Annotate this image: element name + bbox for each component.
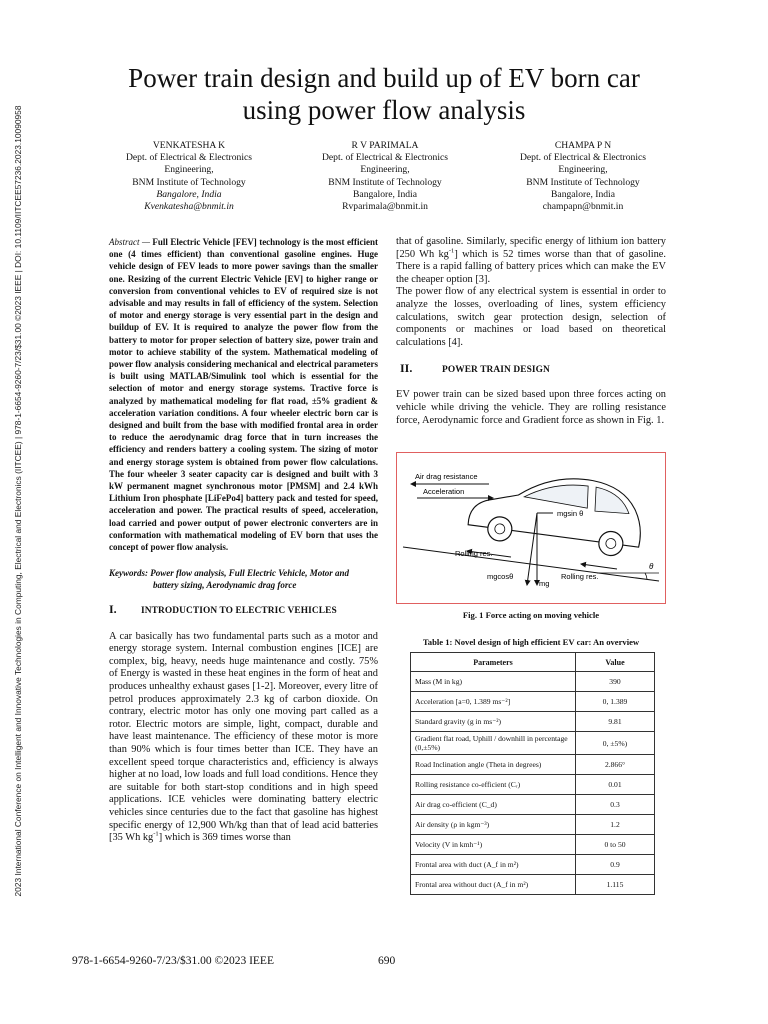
author-institute: BNM Institute of Technology bbox=[132, 176, 246, 188]
value-cell: 1.2 bbox=[576, 815, 655, 835]
value-cell: 0, ±5%) bbox=[576, 732, 655, 755]
mgcos-label: mgcosθ bbox=[487, 572, 514, 581]
right-column bbox=[396, 236, 666, 427]
param-cell: Frontal area without duct (A_f in m²) bbox=[411, 875, 576, 895]
force-diagram bbox=[397, 453, 665, 603]
author-city: Bangalore, India bbox=[551, 188, 615, 200]
param-cell: Air drag co-efficient (C_d) bbox=[411, 795, 576, 815]
table-row bbox=[411, 755, 655, 775]
air-drag-label: Air drag resistance bbox=[415, 472, 478, 481]
param-cell: Road Inclination angle (Theta in degrees) bbox=[411, 755, 576, 775]
figure-caption: Fig. 1 Force acting on moving vehicle bbox=[462, 610, 600, 620]
table-row bbox=[411, 875, 655, 895]
incline-angle-arc bbox=[645, 573, 647, 579]
param-cell: Rolling resistance co-efficient (Cᵣ) bbox=[411, 775, 576, 795]
value-cell: 0.9 bbox=[576, 855, 655, 875]
mg-label: mg bbox=[539, 579, 550, 588]
power-flow-paragraph: The power flow of any electrical system is essential in order to analyze the losses, overloading of lines, system efficiency calculations, switch gear protection design, selection of components or machines or load based on theoretical calculations [4]. bbox=[396, 286, 666, 348]
page-number: 690 bbox=[378, 955, 396, 967]
param-cell: Velocity (V in kmh⁻¹) bbox=[411, 835, 576, 855]
conference-banner: 2023 International Conference on Intelligent and Innovative Technologies in Computing, Electrical and Electronics (IITCEE) | 978-1-6654-9260-7/23/$31.00 ©2023 IEEE | DOI: 10.1109/IITCEE57236.2023.10090958 bbox=[13, 105, 23, 897]
abstract-text: Full Electric Vehicle [FEV] technology is the most efficient one (4 times efficient) than conventional gasoline engines. Huge vehicle design of FEV leads to more power savings than the smaller one. Resizing of the current Electric Vehicle [EV] to higher range or conversion from conventional vehicles to EV of required size is not advisable and may results in fall of efficiency of the system. Selection of motor and energy storage is very essential part in the design and buildup of EV. It is required to analyze the power flow from the battery to motor for proper selection of battery size, power train and motor to achieve stability of the system. Mathematical modeling of power flow analysis considering mechanical and electrical parameters is built using MATLAB/Simulink tool which is essential for the selection of motor and energy storage systems. Tractive force is analyzed by mathematical modeling for flat road, ±5% gradient & acceleration variation conditions. A four wheeler electric born car is designed and built from the base with modified frontal area in order to reduce the aerodynamic drag force that in turn increases the efficiency and renders battery a cooling system. The sizing of motor and energy storage system is obtained from power flow calculations. The four wheeler 3 seater capacity car is designed and built with 3 kW permanent magnet synchronous motor [PMSM] and 2.4 kWh Lithium Iron phosphate [LiFePo4] battery pack and tested for speed, acceleration and power. The practical results of speed, acceleration, load carried and power output of power electronic converters are in conformation with mathematical modeling of EV born that uses the concept of power flow analysis. bbox=[109, 237, 378, 553]
author-institute: BNM Institute of Technology bbox=[526, 176, 640, 188]
parameters-table bbox=[410, 652, 655, 895]
param-cell: Standard gravity (g in ms⁻²) bbox=[411, 712, 576, 732]
force-diagram-figure bbox=[396, 452, 666, 604]
table-row bbox=[411, 835, 655, 855]
continuation-paragraph: that of gasoline. Similarly, specific energy of lithium ion battery [250 Wh $kg^{-1}$] which is 52 times worse than that of gasoline. There is a rapid falling of battery prices which can make the EV the cheaper option [3]. bbox=[396, 236, 666, 285]
theta-label: θ bbox=[649, 562, 654, 571]
rolling-res-label-front: Rolling res. bbox=[561, 572, 599, 581]
table-row bbox=[411, 855, 655, 875]
mgsin-label: mgsin θ bbox=[557, 509, 584, 518]
intro-paragraph: A car basically has two fundamental parts such as a motor and energy storage system. Internal combustion engines [ICE] are complex, big, heavy, needs huge maintenance and costly. 75% of Energy is wasted in these heat engines in the form of heat and produces unhealthy exhaust gases [1-2]. Moreover, every litre of petrol produces approximately 2.3 kg of carbon dioxide. On contrary, electric motor has only one moving part called as a rotor. Electric motors are simple, light, compact, durable and have least maintenance. The efficiency of these motor is more than 90% which is four times better than ICE. They have an excellent speed torque characteristics and, efficiency is always higher at no load, low loads and full load conditions. Hence they are suitable for both start-stop conditions and in high speed applications. ICE vehicles were dominating battery electric vehicles since centuries due to the fact that gasoline has highest specific energy of 12,900 Wh/kg than that of lead acid batteries [35 Wh $kg^{-1}$] which is 369 times worse than bbox=[109, 630, 378, 844]
power-train-paragraph: EV power train can be sized based upon three forces acting on vehicle while driving the vehicle. They are rolling resistance force, Aerodynamic force and Gradient force as shown in Fig. 1. bbox=[396, 389, 666, 426]
left-column bbox=[109, 236, 378, 845]
author-city: Bangalore, India bbox=[353, 188, 417, 200]
author-email: champapn@bnmit.in bbox=[542, 201, 624, 213]
param-cell: Air density (ρ in kgm⁻³) bbox=[411, 815, 576, 835]
section-heading-1 bbox=[109, 602, 378, 617]
author-institute: BNM Institute of Technology bbox=[328, 176, 442, 188]
keywords-line-1: Keywords: Power flow analysis, Full Electric Vehicle, Motor and bbox=[109, 568, 350, 579]
table-row bbox=[411, 712, 655, 732]
title-line-1: Power train design and build up of EV born car bbox=[128, 63, 640, 93]
author-dept-2: Engineering, bbox=[558, 164, 608, 176]
table-row bbox=[411, 672, 655, 692]
table-row bbox=[411, 775, 655, 795]
author-email: Kvenkatesha@bnmit.in bbox=[144, 201, 234, 213]
acceleration-label: Acceleration bbox=[423, 487, 465, 496]
author-name: R V PARIMALA bbox=[351, 140, 419, 151]
paper-title bbox=[80, 62, 688, 126]
author-dept: Dept. of Electrical & Electronics bbox=[322, 152, 448, 164]
author-city: Bangalore, India bbox=[156, 188, 222, 200]
title-line-2: using power flow analysis bbox=[242, 95, 526, 125]
table-row bbox=[411, 815, 655, 835]
inclined-road-line bbox=[403, 547, 659, 581]
author-dept: Dept. of Electrical & Electronics bbox=[520, 152, 646, 164]
param-cell: Gradient flat road, Uphill / downhill in percentage (0,±5%) bbox=[411, 732, 576, 755]
section-title: INTRODUCTION TO ELECTRIC VEHICLES bbox=[141, 605, 337, 616]
column-header-parameters: Parameters bbox=[411, 653, 576, 672]
author-email: Rvparimala@bnmit.in bbox=[342, 201, 428, 213]
value-cell: 1.115 bbox=[576, 875, 655, 895]
abstract bbox=[109, 236, 378, 553]
keywords bbox=[109, 567, 378, 591]
abstract-label: Abstract — bbox=[109, 237, 150, 247]
author-dept: Dept. of Electrical & Electronics bbox=[126, 152, 252, 164]
table-row bbox=[411, 692, 655, 712]
value-cell: 0.3 bbox=[576, 795, 655, 815]
table-row bbox=[411, 795, 655, 815]
author-dept-2: Engineering, bbox=[164, 164, 214, 176]
footer-copyright: 978-1-6654-9260-7/23/$31.00 ©2023 IEEE bbox=[72, 955, 274, 967]
section-title: POWER TRAIN DESIGN bbox=[442, 365, 550, 376]
value-cell: 390 bbox=[576, 672, 655, 692]
param-cell: Mass (M in kg) bbox=[411, 672, 576, 692]
column-header-value: Value bbox=[576, 653, 655, 672]
value-cell: 2.866° bbox=[576, 755, 655, 775]
author-block-1 bbox=[84, 140, 294, 213]
section-number: II. bbox=[400, 361, 413, 376]
value-cell: 9.81 bbox=[576, 712, 655, 732]
table-caption: Table 1: Novel design of high efficient EV car: An overview bbox=[422, 637, 640, 647]
param-cell: Acceleration [a=0, 1.389 ms⁻²] bbox=[411, 692, 576, 712]
value-cell: 0.01 bbox=[576, 775, 655, 795]
section-number: I. bbox=[109, 601, 117, 616]
rolling-res-arrow-front bbox=[581, 564, 617, 569]
keywords-line-2: battery sizing, Aerodynamic drag force bbox=[153, 580, 297, 591]
author-block-2 bbox=[280, 140, 490, 213]
table-header-row bbox=[411, 653, 655, 672]
author-name: CHAMPA P N bbox=[554, 140, 612, 151]
value-cell: 0, 1.389 bbox=[576, 692, 655, 712]
section-heading-2 bbox=[396, 361, 666, 376]
author-name: VENKATESHA K bbox=[152, 140, 226, 151]
rolling-res-label-rear: Rolling res. bbox=[455, 549, 493, 558]
param-cell: Frontal area with duct (A_f in m²) bbox=[411, 855, 576, 875]
author-block-3 bbox=[478, 140, 688, 213]
value-cell: 0 to 50 bbox=[576, 835, 655, 855]
author-dept-2: Engineering, bbox=[360, 164, 410, 176]
table-row bbox=[411, 732, 655, 755]
